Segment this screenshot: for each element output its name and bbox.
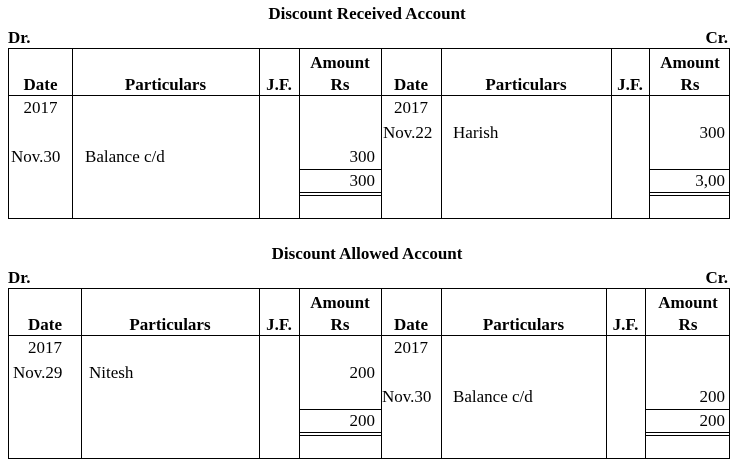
credit-particulars-header: Particulars bbox=[482, 315, 565, 334]
credit-total: 200 bbox=[699, 411, 725, 430]
credit-total: 3,00 bbox=[695, 171, 725, 190]
credit-date: Nov.30 bbox=[382, 387, 432, 406]
credit-jf-header: J.F. bbox=[617, 75, 643, 94]
debit-total: 200 bbox=[349, 411, 375, 430]
allowed-account-title: Discount Allowed Account bbox=[271, 244, 463, 263]
debit-date: Nov.29 bbox=[13, 363, 63, 382]
debit-amount: 200 bbox=[349, 363, 375, 382]
credit-particulars: Balance c/d bbox=[453, 387, 533, 406]
debit-jf-header: J.F. bbox=[266, 75, 292, 94]
debit-date: Nov.30 bbox=[11, 147, 61, 166]
debit-particulars-header: Particulars bbox=[124, 75, 207, 94]
credit-amount: 200 bbox=[699, 387, 725, 406]
credit-date-header: Date bbox=[394, 315, 428, 334]
debit-particulars-header: Particulars bbox=[129, 315, 211, 334]
debit-particulars: Nitesh bbox=[89, 363, 134, 382]
debit-amount-unit: Rs bbox=[330, 75, 350, 94]
debit-amount: 300 bbox=[349, 147, 375, 166]
debit-total: 300 bbox=[349, 171, 375, 190]
credit-amount-header: Amount bbox=[660, 53, 720, 72]
debit-jf-header: J.F. bbox=[266, 315, 292, 334]
debit-amount-unit: Rs bbox=[330, 315, 350, 334]
debit-amount-header: Amount bbox=[310, 293, 370, 312]
credit-amount: 300 bbox=[699, 123, 725, 142]
credit-date-header: Date bbox=[394, 75, 428, 94]
debit-year: 2017 bbox=[23, 98, 58, 117]
debit-particulars: Balance c/d bbox=[85, 147, 165, 166]
credit-jf-header: J.F. bbox=[612, 315, 639, 334]
received-dr-label: Dr. bbox=[8, 28, 31, 47]
allowed-ledger-table bbox=[8, 288, 730, 459]
credit-date: Nov.22 bbox=[383, 123, 433, 142]
allowed-cr-label: Cr. bbox=[705, 268, 728, 287]
allowed-dr-label: Dr. bbox=[8, 268, 31, 287]
debit-year: 2017 bbox=[28, 338, 62, 357]
received-cr-label: Cr. bbox=[705, 28, 728, 47]
credit-year: 2017 bbox=[394, 338, 428, 357]
received-account-title: Discount Received Account bbox=[268, 4, 466, 23]
credit-particulars-header: Particulars bbox=[485, 75, 567, 94]
debit-amount-header: Amount bbox=[310, 53, 370, 72]
credit-amount-unit: Rs bbox=[678, 315, 698, 334]
credit-particulars: Harish bbox=[453, 123, 499, 142]
credit-amount-header: Amount bbox=[658, 293, 718, 312]
debit-date-header: Date bbox=[23, 75, 58, 94]
received-ledger-table bbox=[8, 48, 730, 219]
credit-year: 2017 bbox=[394, 98, 428, 117]
debit-date-header: Date bbox=[28, 315, 62, 334]
credit-amount-unit: Rs bbox=[680, 75, 700, 94]
